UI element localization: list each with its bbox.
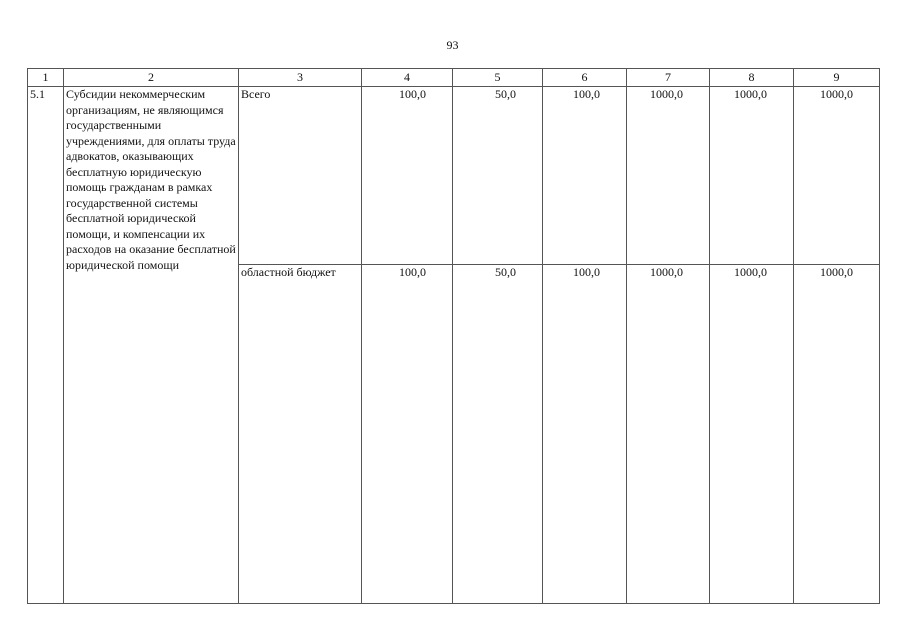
value-cell: 1000,0	[627, 265, 710, 604]
value-cell: 1000,0	[627, 87, 710, 265]
column-header: 2	[64, 69, 239, 87]
column-header: 1	[28, 69, 64, 87]
value-cell: 1000,0	[794, 265, 880, 604]
funding-source-regional: областной бюджет	[239, 265, 362, 604]
item-code: 5.1	[28, 87, 64, 604]
budget-table	[27, 68, 880, 604]
value-cell: 100,0	[543, 87, 627, 265]
page-number: 93	[446, 38, 459, 52]
funding-source-total: Всего	[239, 87, 362, 265]
column-header: 3	[239, 69, 362, 87]
value-cell: 100,0	[362, 87, 453, 265]
column-header: 5	[453, 69, 543, 87]
column-header: 8	[710, 69, 794, 87]
value-cell: 100,0	[362, 265, 453, 604]
table-header-row	[28, 69, 880, 87]
column-header: 4	[362, 69, 453, 87]
value-cell: 1000,0	[710, 265, 794, 604]
value-cell: 100,0	[543, 265, 627, 604]
column-header: 6	[543, 69, 627, 87]
value-cell: 1000,0	[710, 87, 794, 265]
value-cell: 50,0	[453, 87, 543, 265]
item-description: Субсидии некоммерческим организациям, не являющимся государственными учреждениями, для оплаты труда адвокатов, оказывающих бесплатную юридическую помощь гражданам в рамках государственной системы бесплатной юридической помощи, и компенсации их расходов на оказание бесплатной юридической помощи	[64, 87, 239, 604]
value-cell: 1000,0	[794, 87, 880, 265]
table-row-total	[28, 87, 880, 265]
value-cell: 50,0	[453, 265, 543, 604]
column-header: 9	[794, 69, 880, 87]
column-header: 7	[627, 69, 710, 87]
